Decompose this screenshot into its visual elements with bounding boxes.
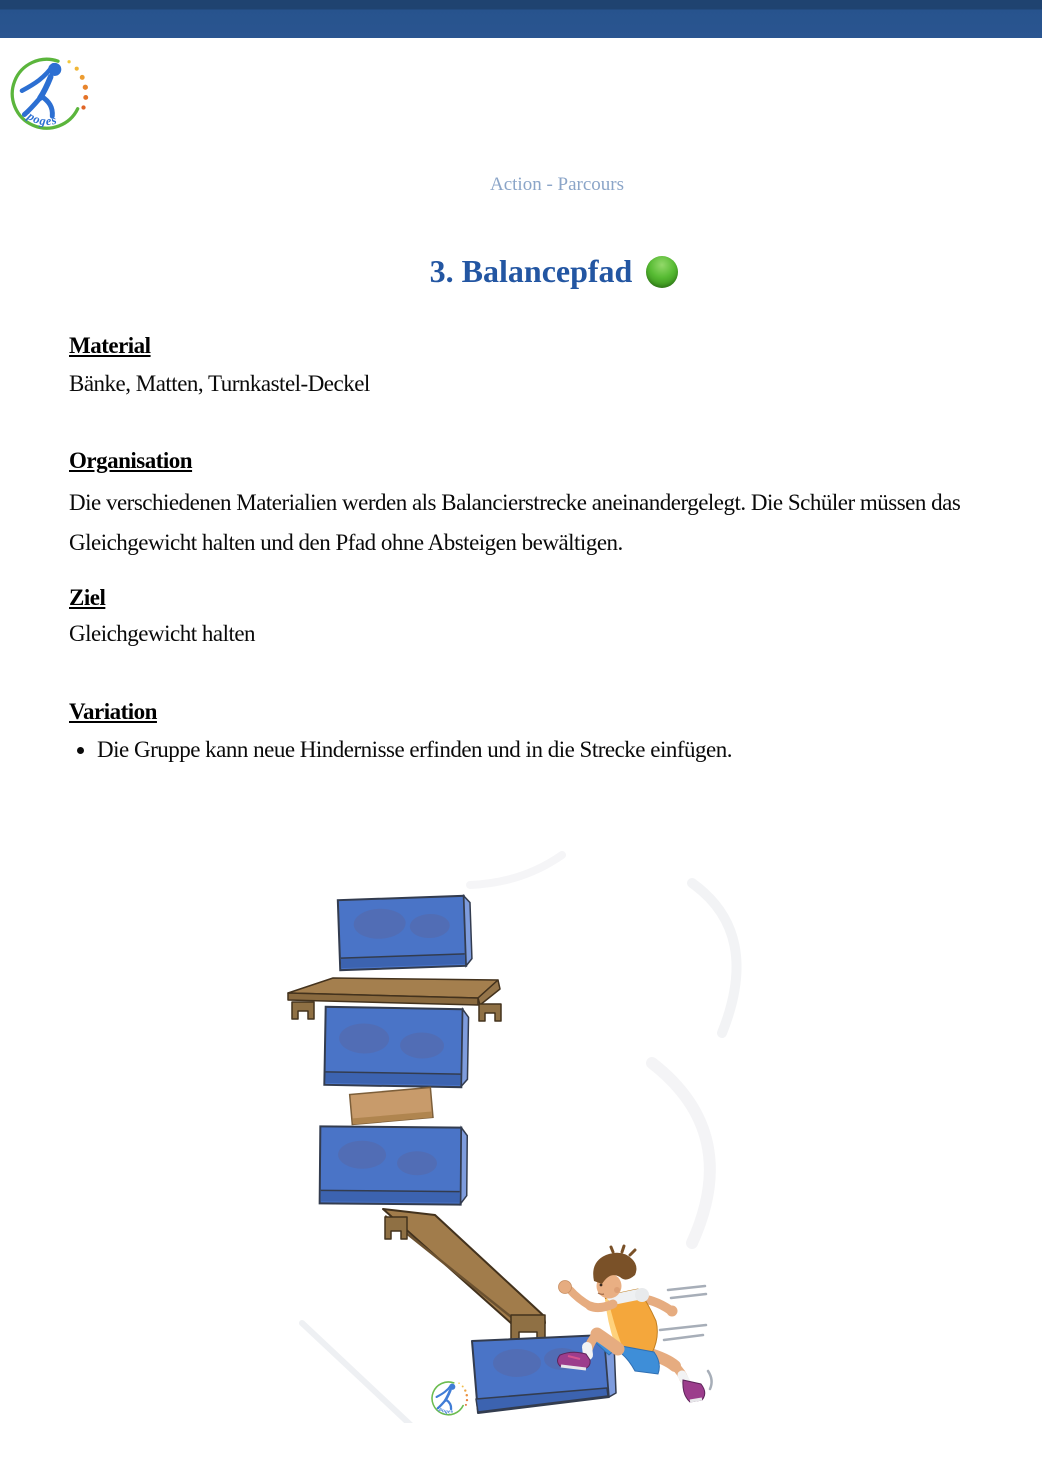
box-lid xyxy=(350,1087,433,1124)
top-bar xyxy=(0,0,1042,38)
spoges-watermark xyxy=(431,1381,468,1416)
mat-top xyxy=(338,896,472,971)
section-heading-ziel: Ziel xyxy=(69,585,106,610)
page-title-text: 3. Balancepfad xyxy=(429,253,633,289)
balance-path-illustration xyxy=(272,848,742,1423)
variation-bullet-item: • Die Gruppe kann neue Hindernisse erfinden und in die Strecke einfügen. xyxy=(97,736,989,763)
mat-middle xyxy=(324,1007,468,1087)
section-body-organisation: Die verschiedenen Materialien werden als Balancierstrecke aneinandergelegt. Die Schüler müssen das Gleichgewicht halten und den Pfad ohne Absteigen bewältigen. xyxy=(69,490,961,555)
page-title xyxy=(33,253,1042,289)
section-heading-material: Material xyxy=(69,333,151,358)
green-circle-icon xyxy=(646,256,678,288)
document-header-text: Action - Parcours xyxy=(489,174,625,195)
section-body-material: Bänke, Matten, Turnkastel-Deckel xyxy=(69,371,370,396)
variation-list xyxy=(69,736,989,763)
mat-lower xyxy=(320,1126,468,1204)
section-body-ziel: Gleichgewicht halten xyxy=(69,621,256,646)
section-heading-variation: Variation xyxy=(69,699,157,724)
document-body xyxy=(69,332,989,763)
mat-bottom xyxy=(472,1335,616,1413)
bench-diagonal xyxy=(383,1209,545,1341)
section-heading-organisation: Organisation xyxy=(69,448,193,473)
